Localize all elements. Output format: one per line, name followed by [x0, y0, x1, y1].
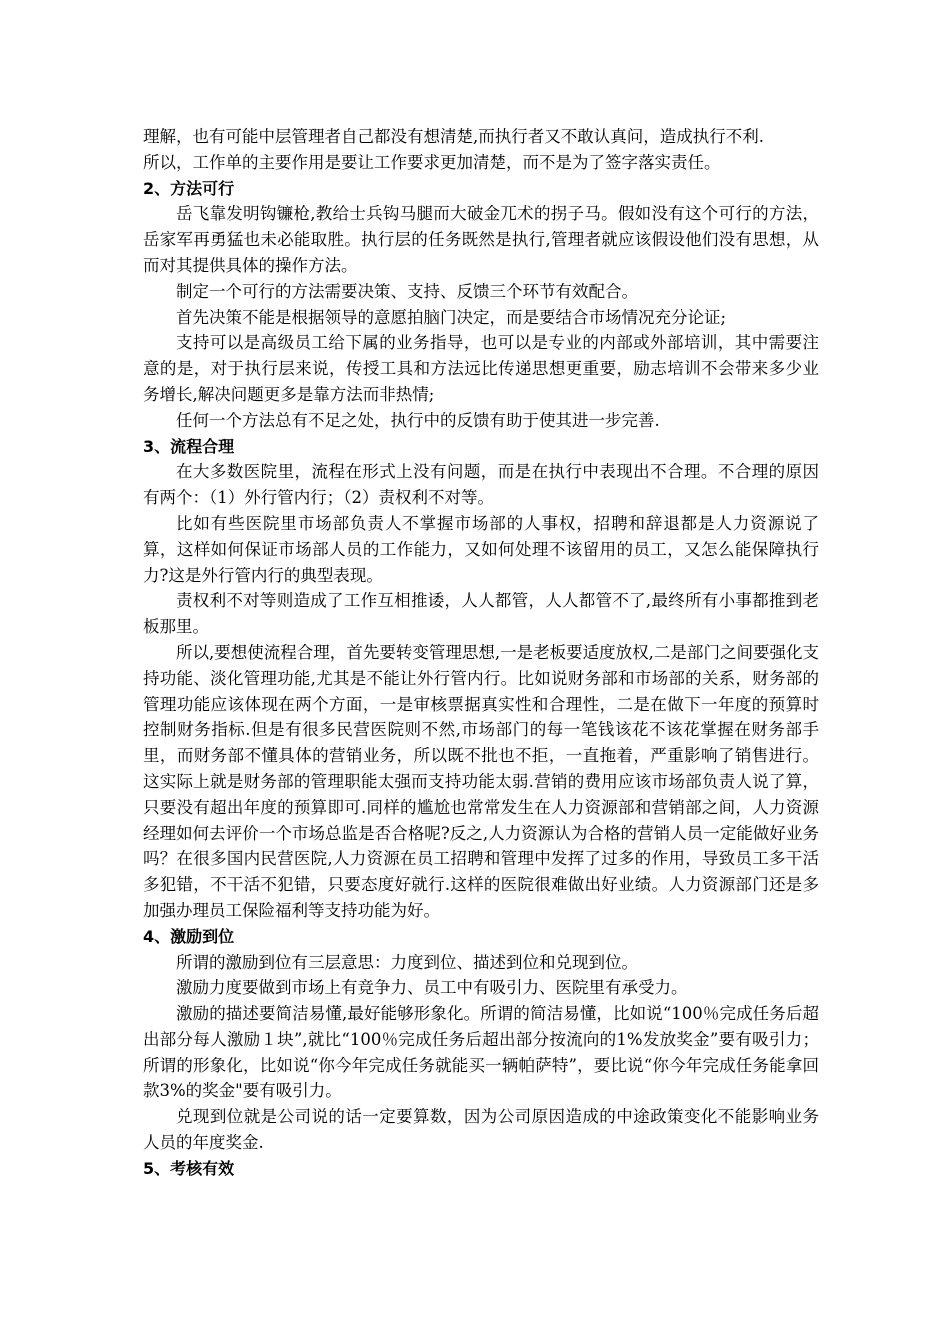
- section-4-heading: 4、激励到位: [143, 926, 235, 946]
- section-4-paragraph-3: 激励的描述要简洁易懂,最好能够形象化。所谓的简洁易懂，比如说“100％完成任务后超出部分每人激励１块”,就比“100％完成任务后超出部分按流向的1%发放奖金”要有吸引力；所谓的形象化，比如说“你今年完成任务就能买一辆帕萨特”，要比说“你今年完成任务能拿回款3%的奖金"要有吸引力。: [143, 1004, 819, 1101]
- section-3-paragraph-1: 在大多数医院里，流程在形式上没有问题，而是在执行中表现出不合理。不合理的原因有两个：（1）外行管内行；（2）责权利不对等。: [143, 462, 819, 508]
- section-2-paragraph-3: 首先决策不能是根据领导的意愿拍脑门决定，而是要结合市场情况充分论证;: [176, 307, 727, 327]
- section-4-paragraph-2: 激励力度要做到市场上有竞争力、员工中有吸引力、医院里有承受力。: [176, 978, 688, 998]
- section-2-paragraph-4: 支持可以是高级员工给下属的业务指导，也可以是专业的内部或外部培训，其中需要注意的是，对于执行层来说，传授工具和方法远比传递思想更重要，励志培训不会带来多少业务增长,解决问题更多是靠方法而非热情;: [143, 333, 819, 404]
- intro-paragraph-1: 理解，也有可能中层管理者自己都没有想清楚,而执行者又不敢认真问，造成执行不利.: [143, 127, 764, 146]
- intro-paragraph-2: 所以，工作单的主要作用是要让工作要求更加清楚，而不是为了签字落实责任。: [143, 152, 721, 172]
- section-2-paragraph-2: 制定一个可行的方法需要决策、支持、反馈三个环节有效配合。: [176, 281, 638, 301]
- section-2-paragraph-5: 任何一个方法总有不足之处，执行中的反馈有助于使其进一步完善.: [176, 410, 660, 430]
- section-3-heading: 3、流程合理: [143, 436, 235, 456]
- section-3-paragraph-4: 所以,要想使流程合理，首先要转变管理思想,一是老板要适度放权,二是部门之间要强化支持功能、淡化管理功能,尤其是不能让外行管内行。比如说财务部和市场部的关系，财务部的管理功能应该体现在两个方面，一是审核票据真实性和合理性，二是在做下一年度的预算时控制财务指标.但是有很多民营医院则不然,市场部门的每一笔钱该花不该花掌握在财务部手里，而财务部不懂具体的营销业务，所以既不批也不拒，一直拖着，严重影响了销售进行。这实际上就是财务部的管理职能太强而支持功能太弱.营销的费用应该市场部负责人说了算，只要没有超出年度的预算即可.同样的尴尬也常常发生在人力资源部和营销部之间，人力资源经理如何去评价一个市场总监是否合格呢?反之,人力资源认为合格的营销人员一定能做好业务吗？在很多国内民营医院,人力资源在员工招聘和管理中发挥了过多的作用，导致员工多干活多犯错，不干活不犯错，只要态度好就行.这样的医院很难做出好业绩。人力资源部门还是多加强办理员工保险福利等支持功能为好。: [143, 642, 819, 920]
- section-4-paragraph-4: 兑现到位就是公司说的话一定要算数，因为公司原因造成的中途政策变化不能影响业务人员的年度奖金.: [143, 1107, 819, 1153]
- section-5-heading: 5、考核有效: [143, 1158, 235, 1178]
- section-3-paragraph-3: 责权利不对等则造成了工作互相推诿，人人都管，人人都管不了,最终所有小事都推到老板那里。: [143, 591, 819, 637]
- section-2-paragraph-1: 岳飞靠发明钩镰枪,教给士兵钩马腿而大破金兀术的拐子马。假如没有这个可行的方法，岳家军再勇猛也未必能取胜。执行层的任务既然是执行,管理者就应该假设他们没有思想，从而对其提供具体的操作方法。: [143, 204, 819, 275]
- section-2-heading: 2、方法可行: [143, 178, 235, 198]
- section-3-paragraph-2: 比如有些医院里市场部负责人不掌握市场部的人事权，招聘和辞退都是人力资源说了算，这样如何保证市场部人员的工作能力，又如何处理不该留用的员工，又怎么能保障执行力?这是外行管内行的典型表现。: [143, 513, 819, 585]
- section-4-paragraph-1: 所谓的激励到位有三层意思：力度到位、描述到位和兑现到位。: [176, 952, 638, 972]
- document-page: [143, 124, 819, 1182]
